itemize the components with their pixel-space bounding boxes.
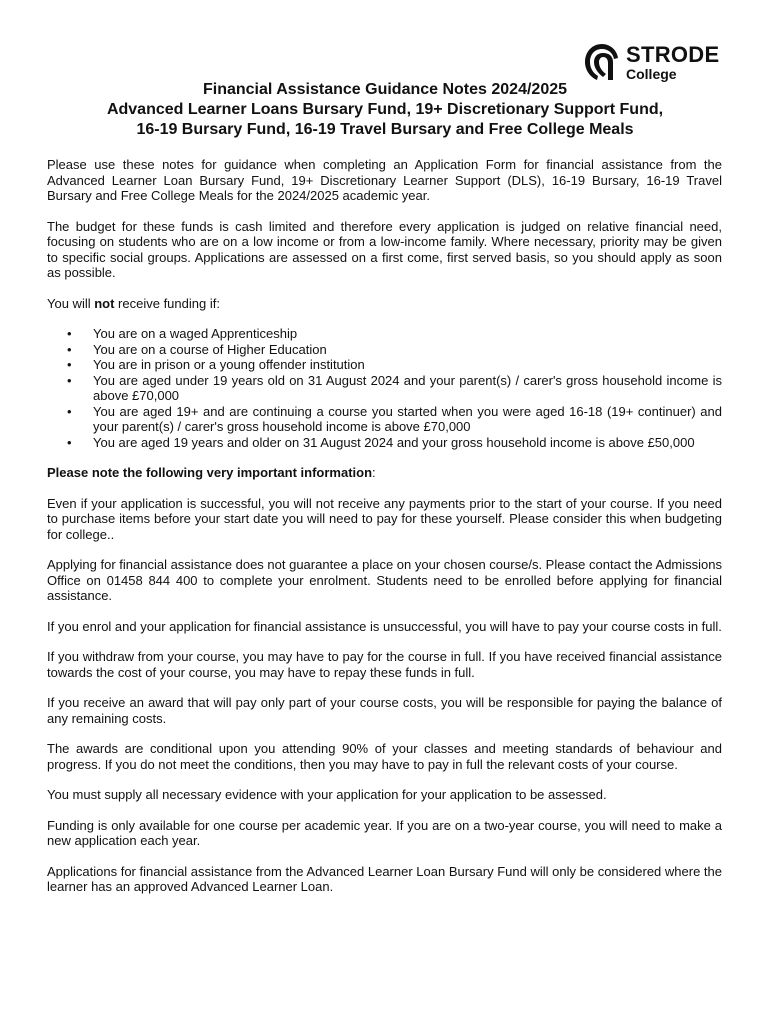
list-item-text: You are in prison or a young offender institution bbox=[93, 357, 365, 372]
list-item-text: You are on a course of Higher Education bbox=[93, 341, 327, 357]
bullet-icon: • bbox=[67, 403, 72, 419]
document-body bbox=[47, 157, 722, 910]
logo-subname: College bbox=[626, 66, 677, 82]
ineligibility-list bbox=[47, 326, 722, 450]
intro-paragraph: Please use these notes for guidance when completing an Application Form for financial assistance from the Advanced Learner Loan Bursary Fund, 19+ Discretionary Learner Support (DLS), 16-19 Bursary, 16-19 Travel Bursary and Free College Meals for the 2024/2025 academic year. bbox=[47, 157, 722, 203]
list-item-text: You are aged 19+ and are continuing a course you started when you were aged 16-18 (19+ continuer) and your parent(s) / carer's gross household income is above £70,000 bbox=[93, 403, 722, 434]
bullet-icon: • bbox=[67, 434, 72, 450]
not-funding-heading bbox=[47, 296, 722, 312]
title-line-3: 16-19 Bursary Fund, 16-19 Travel Bursary and Free College Meals bbox=[136, 121, 634, 138]
not-funding-bold: not bbox=[94, 295, 115, 311]
not-funding-pre: You will bbox=[47, 295, 95, 311]
title-line-2: Advanced Learner Loans Bursary Fund, 19+ Discretionary Support Fund, bbox=[106, 101, 664, 118]
body-paragraph: If you withdraw from your course, you may have to pay for the course in full. If you have received financial assistance towards the cost of your course, you may have to repay these funds in full. bbox=[47, 649, 722, 680]
list-item-text: You are aged 19 years and older on 31 August 2024 and your gross household income is above £50,000 bbox=[93, 434, 695, 450]
not-funding-post: receive funding if: bbox=[114, 295, 220, 311]
important-post: : bbox=[372, 465, 376, 480]
list-item bbox=[67, 326, 722, 342]
page-title bbox=[40, 80, 730, 140]
strode-logo-icon bbox=[582, 42, 622, 82]
bullet-icon: • bbox=[67, 341, 72, 357]
bullet-icon: • bbox=[67, 357, 72, 372]
list-item bbox=[67, 372, 722, 404]
body-paragraph: Funding is only available for one course per academic year. If you are on a two-year course, you will need to make a new application each year. bbox=[47, 817, 722, 848]
important-bold: Please note the following very important information bbox=[47, 465, 373, 480]
title-line-1: Financial Assistance Guidance Notes 2024/2025 bbox=[202, 81, 568, 98]
list-item bbox=[67, 403, 722, 435]
body-paragraph: If you receive an award that will pay only part of your course costs, you will be responsible for paying the balance of any remaining costs. bbox=[47, 695, 722, 726]
list-item-text: You are on a waged Apprenticeship bbox=[93, 326, 298, 341]
body-paragraph: If you enrol and your application for financial assistance is unsuccessful, you will have to pay your course costs in full. bbox=[47, 618, 722, 634]
logo-name: STRODE bbox=[626, 42, 720, 67]
body-paragraph: Even if your application is successful, you will not receive any payments prior to the start of your course. If you need to purchase items before your start date you will need to pay for these yourself. Please consider this when budgeting for college.. bbox=[47, 495, 722, 542]
body-paragraph: You must supply all necessary evidence with your application for your application to be assessed. bbox=[47, 787, 607, 802]
bullet-icon: • bbox=[67, 326, 72, 341]
body-paragraph: Applying for financial assistance does not guarantee a place on your chosen course/s. Please contact the Admissions Office on 01458 844 400 to complete your enrolment. Students need to be enrolled before applying for financial assistance. bbox=[47, 557, 722, 603]
body-paragraph: Applications for financial assistance from the Advanced Learner Loan Bursary Fund will only be considered where the learner has an approved Advanced Learner Loan. bbox=[47, 863, 722, 894]
list-item-text: You are aged under 19 years old on 31 August 2024 and your parent(s) / carer's gross household income is above £70,000 bbox=[93, 372, 722, 403]
list-item bbox=[67, 341, 722, 358]
body-paragraph: The awards are conditional upon you attending 90% of your classes and meeting standards of behaviour and progress. If you do not meet the conditions, then you may have to pay in full the relevant costs of your course. bbox=[47, 741, 722, 772]
college-logo bbox=[582, 42, 732, 84]
list-item bbox=[67, 357, 722, 373]
list-item bbox=[67, 434, 722, 451]
bullet-icon: • bbox=[67, 372, 72, 388]
budget-paragraph: The budget for these funds is cash limited and therefore every application is judged on relative financial need, focusing on students who are on a low income or from a low-income family. Where necessary, priority may be given to specific social groups. Applications are assessed on a first come, first served basis, so you should apply as soon as possible. bbox=[47, 218, 722, 280]
important-heading bbox=[47, 465, 722, 481]
